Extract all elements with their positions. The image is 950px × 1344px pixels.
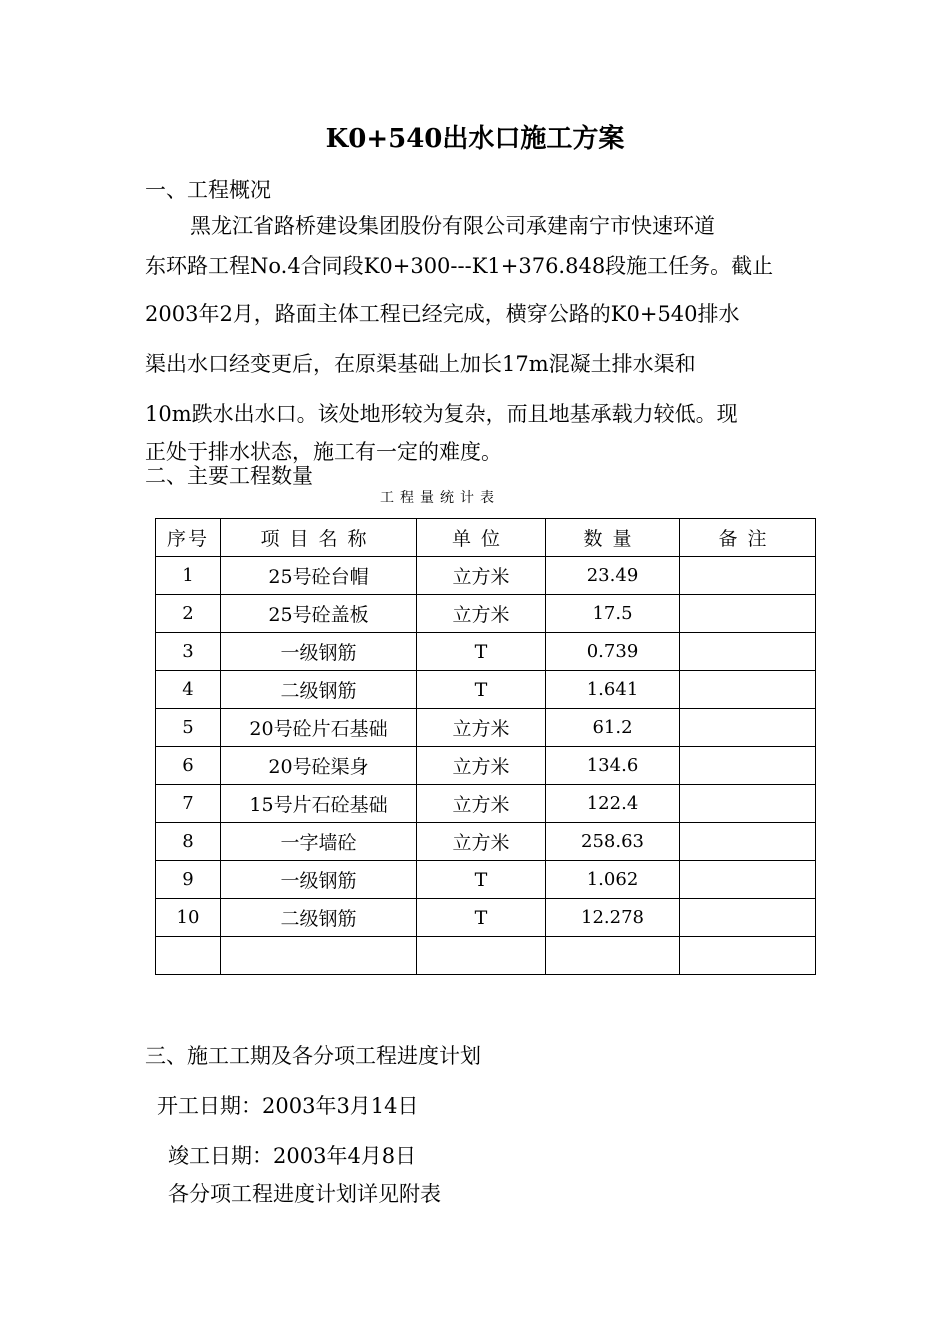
table-cell: 一级钢筋 (221, 633, 417, 671)
paragraph-line: 正处于排水状态，施工有一定的难度。 (145, 440, 502, 464)
table-row (156, 937, 816, 975)
table-cell: 15号片石砼基础 (221, 785, 417, 823)
paragraph-line: 2003年2月，路面主体工程已经完成，横穿公路的K0+540排水 (145, 302, 740, 326)
table-cell: 7 (156, 785, 221, 823)
table-cell (680, 747, 816, 785)
table-cell: T (417, 899, 546, 937)
paragraph-line: 渠出水口经变更后，在原渠基础上加长17m混凝土排水渠和 (145, 352, 696, 376)
table-cell (546, 937, 680, 975)
table-row (156, 823, 816, 861)
table-cell (680, 861, 816, 899)
table-cell: 5 (156, 709, 221, 747)
column-header: 备注 (680, 519, 816, 557)
table-cell: 25号砼台帽 (221, 557, 417, 595)
table-cell: 2 (156, 595, 221, 633)
table-cell: 立方米 (417, 709, 546, 747)
start-date: 开工日期：2003年3月14日 (157, 1094, 419, 1118)
table-row (156, 557, 816, 595)
table-cell: T (417, 671, 546, 709)
column-header: 序号 (156, 519, 221, 557)
table-cell: 8 (156, 823, 221, 861)
table-header-row (156, 519, 816, 557)
table-cell: 20号砼片石基础 (221, 709, 417, 747)
table-cell: T (417, 861, 546, 899)
table-cell: 一级钢筋 (221, 861, 417, 899)
paragraph-line: 黑龙江省路桥建设集团股份有限公司承建南宁市快速环道 (190, 214, 715, 238)
paragraph-line: 10m跌水出水口。该处地形较为复杂，而且地基承载力较低。现 (145, 402, 738, 426)
table-cell: 9 (156, 861, 221, 899)
table-cell (156, 937, 221, 975)
column-header: 单位 (417, 519, 546, 557)
table-cell: 17.5 (546, 595, 680, 633)
table-row (156, 785, 816, 823)
table-row (156, 899, 816, 937)
table-row (156, 709, 816, 747)
table-cell: 4 (156, 671, 221, 709)
table-cell: 134.6 (546, 747, 680, 785)
table-cell (680, 785, 816, 823)
table-cell (417, 937, 546, 975)
table-cell: 二级钢筋 (221, 671, 417, 709)
table-cell: 61.2 (546, 709, 680, 747)
table-cell: 1.641 (546, 671, 680, 709)
schedule-note: 各分项工程进度计划详见附表 (168, 1182, 441, 1206)
table-cell (221, 937, 417, 975)
table-cell: 3 (156, 633, 221, 671)
table-cell: 0.739 (546, 633, 680, 671)
table-row (156, 633, 816, 671)
column-header: 数量 (546, 519, 680, 557)
table-cell (680, 823, 816, 861)
section-2-heading: 二、主要工程数量 (145, 464, 313, 488)
table-cell: 立方米 (417, 747, 546, 785)
table-cell (680, 633, 816, 671)
section-3-heading: 三、施工工期及各分项工程进度计划 (145, 1044, 481, 1068)
table-cell (680, 595, 816, 633)
table-cell: 12.278 (546, 899, 680, 937)
table-cell (680, 671, 816, 709)
table-caption: 工程量统计表 (380, 490, 500, 506)
end-date: 竣工日期：2003年4月8日 (168, 1144, 417, 1168)
table-cell: T (417, 633, 546, 671)
table-cell (680, 899, 816, 937)
table-cell: 立方米 (417, 557, 546, 595)
table-row (156, 671, 816, 709)
table-cell (680, 557, 816, 595)
table-cell: 258.63 (546, 823, 680, 861)
page-title: K0+540出水口施工方案 (325, 124, 625, 154)
table-cell: 立方米 (417, 785, 546, 823)
table-cell: 二级钢筋 (221, 899, 417, 937)
table-cell (680, 709, 816, 747)
table-cell: 23.49 (546, 557, 680, 595)
table-cell: 20号砼渠身 (221, 747, 417, 785)
section-1-heading: 一、工程概况 (145, 178, 271, 202)
paragraph-line: 东环路工程No.4合同段K0+300---K1+376.848段施工任务。截止 (145, 254, 774, 278)
table-cell: 立方米 (417, 595, 546, 633)
table-row (156, 861, 816, 899)
table-cell: 立方米 (417, 823, 546, 861)
table-cell: 6 (156, 747, 221, 785)
table-cell: 122.4 (546, 785, 680, 823)
column-header: 项目名称 (221, 519, 417, 557)
table-cell (680, 937, 816, 975)
table-cell: 1 (156, 557, 221, 595)
table-cell: 25号砼盖板 (221, 595, 417, 633)
table-cell: 10 (156, 899, 221, 937)
table-cell: 1.062 (546, 861, 680, 899)
table-cell: 一字墙砼 (221, 823, 417, 861)
table-row (156, 747, 816, 785)
quantity-table (155, 518, 816, 975)
table-row (156, 595, 816, 633)
